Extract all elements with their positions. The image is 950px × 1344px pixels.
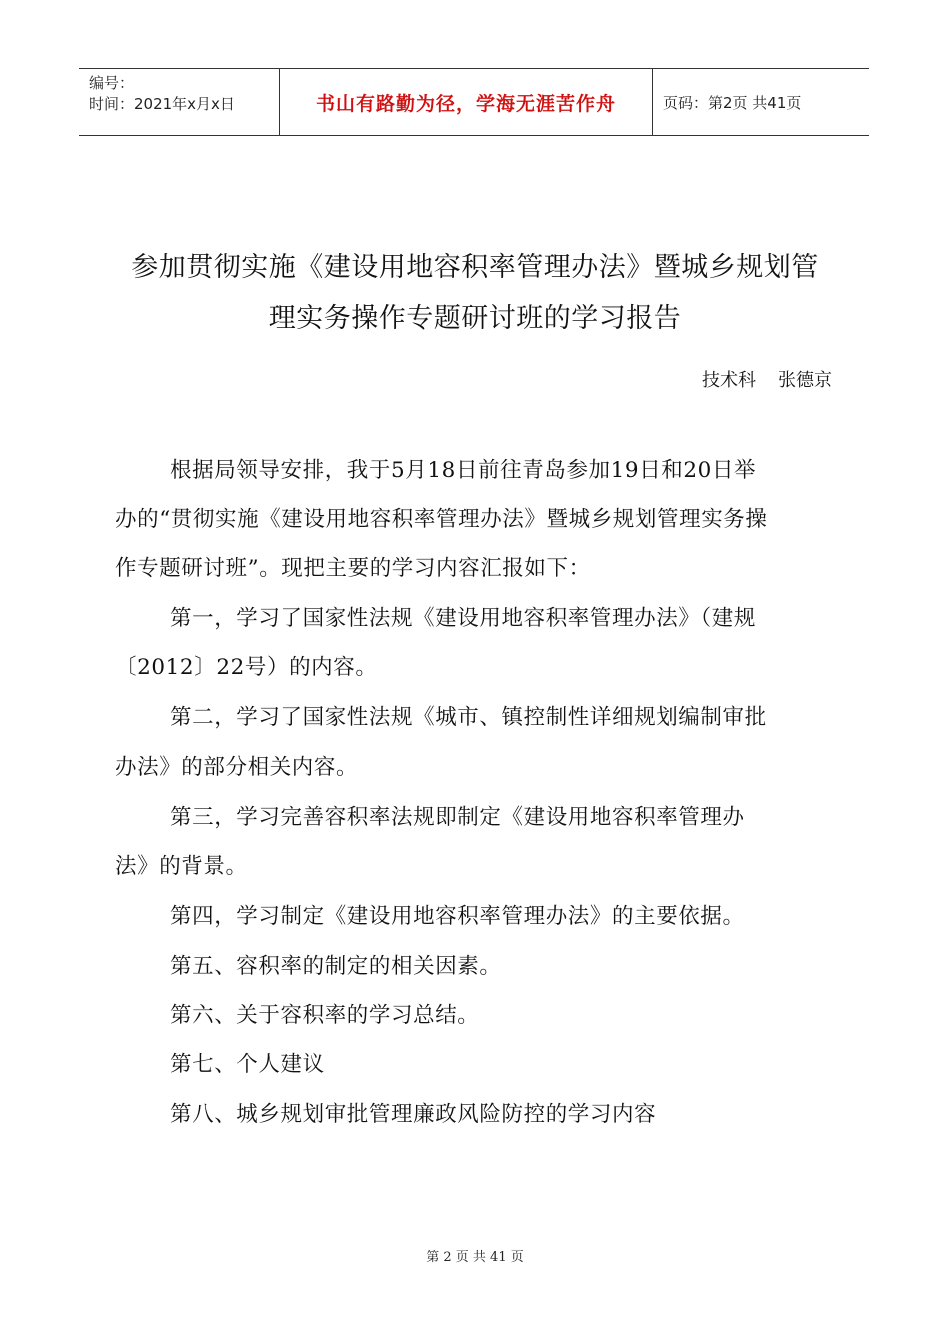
paragraph-line: 办的“贯彻实施《建设用地容积率管理办法》暨城乡规划管理实务操 xyxy=(115,507,768,532)
document-header xyxy=(79,68,869,136)
document-title-line-2: 理实务操作专题研讨班的学习报告 xyxy=(268,303,682,334)
header-meta xyxy=(79,69,279,135)
document-title-line-1: 参加贯彻实施《建设用地容积率管理办法》暨城乡规划管 xyxy=(131,252,819,283)
paragraph-line: 第七、个人建议 xyxy=(170,1052,325,1077)
paragraph-line: 第二，学习了国家性法规《城市、镇控制性详细规划编制审批 xyxy=(170,705,767,730)
number-label: 编号： xyxy=(89,74,135,92)
paragraph-line: 第八、城乡规划审批管理廉政风险防控的学习内容 xyxy=(170,1102,657,1127)
time-label: 时间：2021年x月x日 xyxy=(89,95,235,113)
page-footer: 第 2 页 共 41 页 xyxy=(426,1250,524,1265)
header-page-cell xyxy=(653,69,869,135)
paragraph-line: 第四，学习制定《建设用地容积率管理办法》的主要依据。 xyxy=(170,904,745,929)
paragraph-line: 办法》的部分相关内容。 xyxy=(115,755,359,780)
header-motto: 书山有路勤为径，学海无涯苦作舟 xyxy=(315,92,616,115)
paragraph-line: 第一，学习了国家性法规《建设用地容积率管理办法》（建规 xyxy=(170,606,756,631)
paragraph-line: 〔2012〕22号）的内容。 xyxy=(115,655,378,680)
paragraph-line: 法》的背景。 xyxy=(115,854,248,879)
header-page-label: 页码：第2页 共41页 xyxy=(663,93,802,112)
paragraph-line: 第六、关于容积率的学习总结。 xyxy=(170,1003,480,1028)
paragraph-line: 第五、容积率的制定的相关因素。 xyxy=(170,954,502,979)
paragraph-line: 第三，学习完善容积率法规即制定《建设用地容积率管理办 xyxy=(170,805,745,830)
paragraph-line: 根据局领导安排，我于5月18日前往青岛参加19日和20日举 xyxy=(170,458,757,483)
author-department: 技术科 xyxy=(702,370,756,391)
paragraph-line: 作专题研讨班”。现把主要的学习内容汇报如下： xyxy=(115,556,591,581)
author-name: 张德京 xyxy=(778,370,832,391)
author-line xyxy=(702,366,832,392)
header-motto-cell xyxy=(279,69,653,135)
